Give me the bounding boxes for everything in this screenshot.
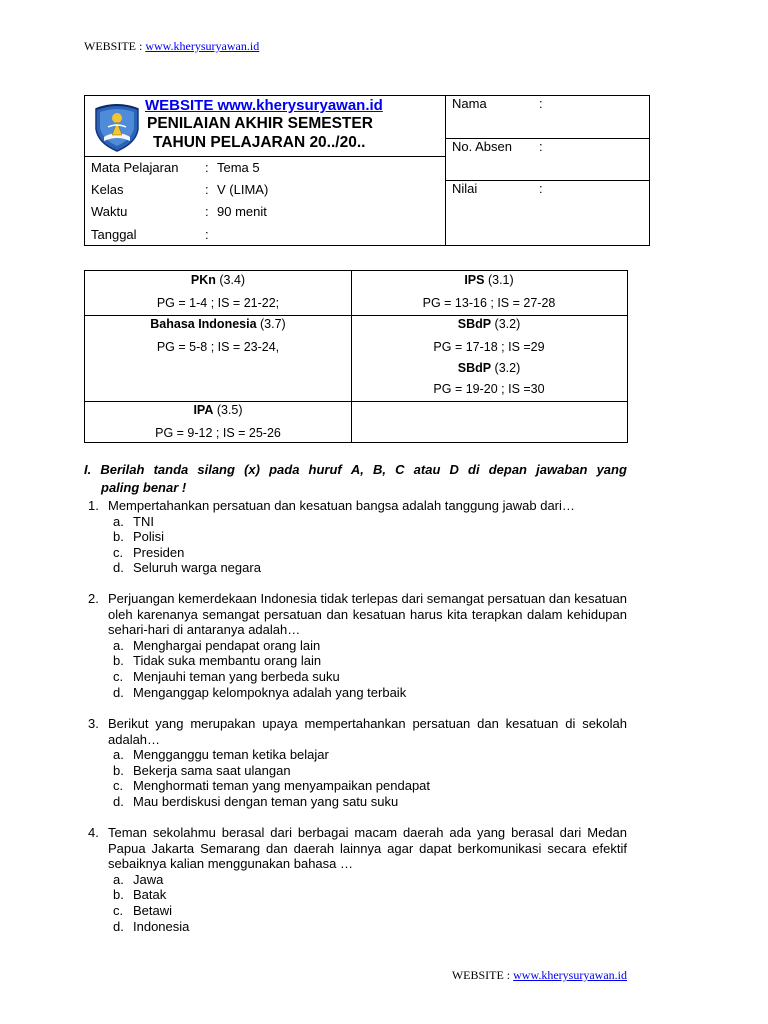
question-text: Berikut yang merupakan upaya mempertahankan persatuan dan kesatuan di sekolah adalah… [108,716,627,747]
info-label: Tanggal [91,227,137,242]
answer-option-a[interactable]: a. Jawa [113,871,164,887]
kd-title: Bahasa Indonesia (3.7) [150,317,286,331]
name-label: Nama [452,96,487,111]
info-colon: : [205,182,209,197]
info-label: Kelas [91,182,124,197]
website-label: WEBSITE : [451,968,514,982]
info-row-time [91,204,267,219]
kd-title: PKn (3.4) [190,273,246,287]
answer-option-d[interactable]: d. Menganggap kelompoknya adalah yang terbaik [113,684,407,700]
section-instruction [84,461,627,497]
answer-option-a[interactable]: a. Mengganggu teman ketika belajar [113,747,329,763]
answer-option-a[interactable]: a. Menghargai pendapat orang lain [113,637,321,653]
info-row-date [91,227,217,242]
info-label: Mata Pelajaran [91,160,179,175]
absence-number-cell[interactable] [445,138,650,181]
answer-option-c[interactable]: c. Menjauhi teman yang berbeda suku [113,668,340,684]
answer-option-c[interactable]: c. Menghormati teman yang menyampaikan pendapat [113,778,431,794]
question-text: Mempertahankan persatuan dan kesatuan bangsa adalah tanggung jawab dari… [108,498,575,513]
kd-detail: PG = 1-4 ; IS = 21-22; [156,296,280,310]
header-website-title[interactable]: WEBSITE www.kherysuryawan.id [145,97,383,114]
info-colon: : [205,204,209,219]
exam-title-cell [85,96,446,157]
answer-option-b[interactable]: b. Bekerja sama saat ulangan [113,762,291,778]
info-value: 90 menit [217,204,267,219]
question-number: 2. [88,591,99,606]
student-name-cell[interactable] [445,96,650,139]
kd-title: SBdP (3.2) [457,361,521,375]
tut-wuri-handayani-logo-icon [90,99,144,153]
answer-options [84,514,627,576]
score-field [452,181,543,196]
question-text: Teman sekolahmu berasal dari berbagai macam daerah ada yang berasal dari Medan Papua Jakarta Semarang dan daerah lainnya agar dapat berkomunikasi secara efektif sebaiknya kalian menggunakan bahasa … [108,825,627,872]
answer-option-c[interactable]: c. Betawi [113,902,173,918]
competency-table [84,270,628,443]
question-1 [84,498,627,576]
kd-title: IPS (3.1) [464,273,514,287]
kd-detail: PG = 5-8 ; IS = 23-24, [156,340,280,354]
absence-number-field [452,139,543,154]
info-row-subject [91,160,260,175]
kd-cell-ips [351,272,627,314]
kd-cell-pkn [85,272,351,314]
school-year: TAHUN PELAJARAN 20../20.. [153,134,366,151]
score-label: Nilai [452,181,478,196]
answer-option-d[interactable]: d. Indonesia [113,918,190,934]
kd-cell-ipa [85,402,351,444]
answer-option-d[interactable]: d. Mau berdiskusi dengan teman yang satu suku [113,793,399,809]
answer-options [84,747,627,809]
score-colon: : [539,181,543,196]
website-link[interactable]: www.kherysuryawan.id [513,968,627,982]
info-colon: : [205,160,209,175]
name-field [452,96,543,111]
section-number: I. [84,462,92,477]
score-cell[interactable] [445,180,650,245]
info-label: Waktu [91,204,128,219]
kd-detail: PG = 9-12 ; IS = 25-26 [155,426,281,440]
question-text: Perjuangan kemerdekaan Indonesia tidak terlepas dari semangat persatuan dan kesatuan oleh karenanya semangat persatuan dan kesatuan harus kita terapkan dalam kehidupan sehari-hari di antaranya adalah… [108,591,627,638]
kd-cell-bahasa-indonesia [85,316,351,358]
instruction-line-2: paling benar ! [101,480,187,495]
info-value: Tema 5 [217,160,260,175]
answer-options [84,638,627,700]
answer-option-d[interactable]: d. Seluruh warga negara [113,560,261,576]
name-colon: : [539,96,543,111]
kd-title: SBdP (3.2) [457,317,521,331]
footer-website-line [452,968,627,983]
info-colon: : [205,227,209,242]
exam-info-cell [85,156,446,245]
exam-title: PENILAIAN AKHIR SEMESTER [147,115,373,132]
kd-detail: PG = 13-16 ; IS = 27-28 [422,296,556,310]
kd-cell-sbdp [351,316,627,400]
kd-title: IPA (3.5) [193,403,243,417]
answer-options [84,872,627,934]
question-3 [84,716,627,810]
question-number: 4. [88,825,99,840]
question-4 [84,825,627,934]
kd-detail: PG = 19-20 ; IS =30 [433,382,545,396]
website-link[interactable]: www.kherysuryawan.id [145,39,260,53]
kd-detail: PG = 17-18 ; IS =29 [433,340,545,354]
instruction-line-1: I. Berilah tanda silang (x) pada huruf A, B, C atau D di depan jawaban yang [84,462,627,477]
website-label: WEBSITE : [84,39,146,53]
exam-header-table [84,95,650,246]
header-website-line [84,39,259,54]
answer-option-b[interactable]: b. Polisi [113,529,165,545]
question-2 [84,591,627,700]
absence-number-colon: : [539,139,543,154]
info-row-class [91,182,268,197]
answer-option-b[interactable]: b. Tidak suka membantu orang lain [113,653,322,669]
answer-option-a[interactable]: a. TNI [113,513,154,529]
question-number: 3. [88,716,99,731]
question-number: 1. [88,498,99,513]
info-value: V (LIMA) [217,182,269,197]
answer-option-b[interactable]: b. Batak [113,887,167,903]
answer-option-c[interactable]: c. Presiden [113,544,185,560]
absence-number-label: No. Absen [452,139,512,154]
